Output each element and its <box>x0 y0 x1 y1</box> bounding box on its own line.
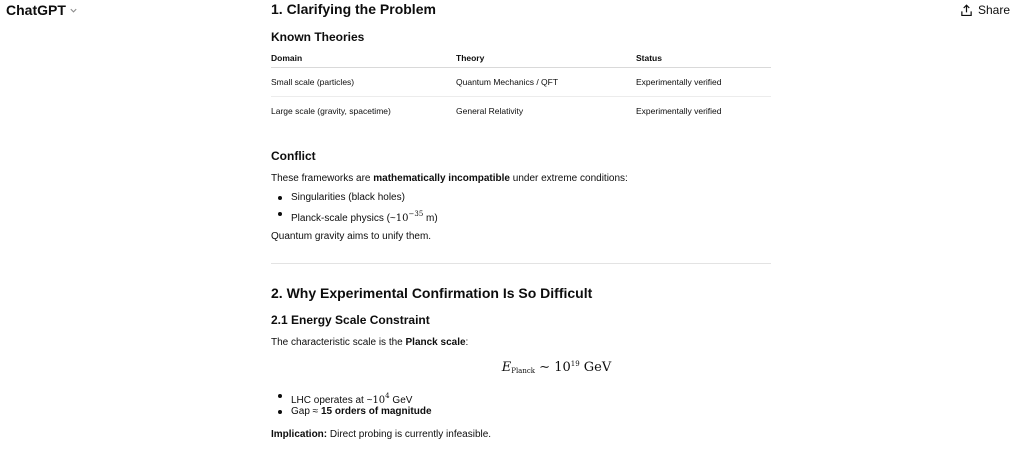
math-exponent: −35 <box>408 210 424 218</box>
share-icon <box>960 4 973 17</box>
math-expression <box>395 210 424 224</box>
table-cell: Experimentally verified <box>636 67 771 96</box>
list-item <box>271 404 432 420</box>
table-cell: Small scale (particles) <box>271 67 456 96</box>
model-selector[interactable] <box>6 2 78 18</box>
table-row <box>271 96 771 125</box>
share-button[interactable] <box>960 3 1010 17</box>
table-cell: Large scale (gravity, spacetime) <box>271 105 391 116</box>
intro-text-pre: The characteristic scale is the <box>271 337 406 348</box>
conflict-paragraph <box>271 173 628 184</box>
implication-paragraph <box>271 429 491 440</box>
chevron-down-icon <box>69 6 78 15</box>
top-bar <box>0 0 1024 22</box>
list-item-text: Planck-scale physics (~ <box>291 213 396 224</box>
implication-label: Implication: <box>271 429 328 440</box>
table-header-row <box>271 50 771 67</box>
table-row <box>271 67 771 96</box>
math-exponent: 4 <box>385 392 390 400</box>
list-item-bold: 15 orders of magnitude <box>320 406 432 417</box>
intro-text-post: : <box>465 337 469 348</box>
conflict-text-post: under extreme conditions: <box>509 173 628 184</box>
math-base: 10 <box>395 213 409 224</box>
section-divider <box>271 263 771 264</box>
planck-equation <box>271 360 842 375</box>
equation-exponent: 19 <box>570 360 580 368</box>
energy-scale-heading: 2.1 Energy Scale Constraint <box>271 313 430 327</box>
intro-text-bold: Planck scale <box>405 337 466 348</box>
table-cell: General Relativity <box>456 105 524 116</box>
section2-heading: 2. Why Experimental Confirmation Is So Difficult <box>271 285 593 301</box>
list-item-text: m) <box>423 213 438 224</box>
conflict-text-pre: These frameworks are <box>271 173 374 184</box>
column-header-theory: Theory <box>456 50 636 67</box>
equation-relation: ∼ 10 <box>535 360 571 375</box>
summary-paragraph: Quantum gravity aims to unify them. <box>271 231 432 242</box>
math-base: 10 <box>372 395 386 406</box>
conflict-text-bold: mathematically incompatible <box>373 173 510 184</box>
table-cell: Experimentally verified <box>636 105 722 116</box>
conflict-list <box>271 190 438 222</box>
list-item <box>271 206 438 222</box>
list-item-text: Gap ≈ <box>291 406 321 417</box>
known-theories-heading: Known Theories <box>271 30 365 44</box>
equation-subscript: Planck <box>511 367 536 375</box>
list-item-text: Singularities (black holes) <box>291 192 405 203</box>
conflict-heading: Conflict <box>271 149 316 163</box>
equation-unit: GeV <box>579 360 612 375</box>
list-item <box>271 190 438 206</box>
energy-list <box>271 388 432 420</box>
column-header-status: Status <box>636 50 771 67</box>
brand-label: ChatGPT <box>6 2 66 18</box>
table-cell: Quantum Mechanics / QFT <box>456 67 636 96</box>
list-item-text: GeV <box>389 395 413 406</box>
equation-symbol: E <box>501 360 512 375</box>
share-label: Share <box>977 3 1010 17</box>
list-item-text: LHC operates at ~ <box>291 395 373 406</box>
implication-text: Direct probing is currently infeasible. <box>327 429 492 440</box>
list-item <box>271 388 432 404</box>
section1-heading: 1. Clarifying the Problem <box>271 1 436 17</box>
planck-intro-paragraph <box>271 337 468 348</box>
theories-table <box>271 50 771 125</box>
column-header-domain: Domain <box>271 50 456 67</box>
